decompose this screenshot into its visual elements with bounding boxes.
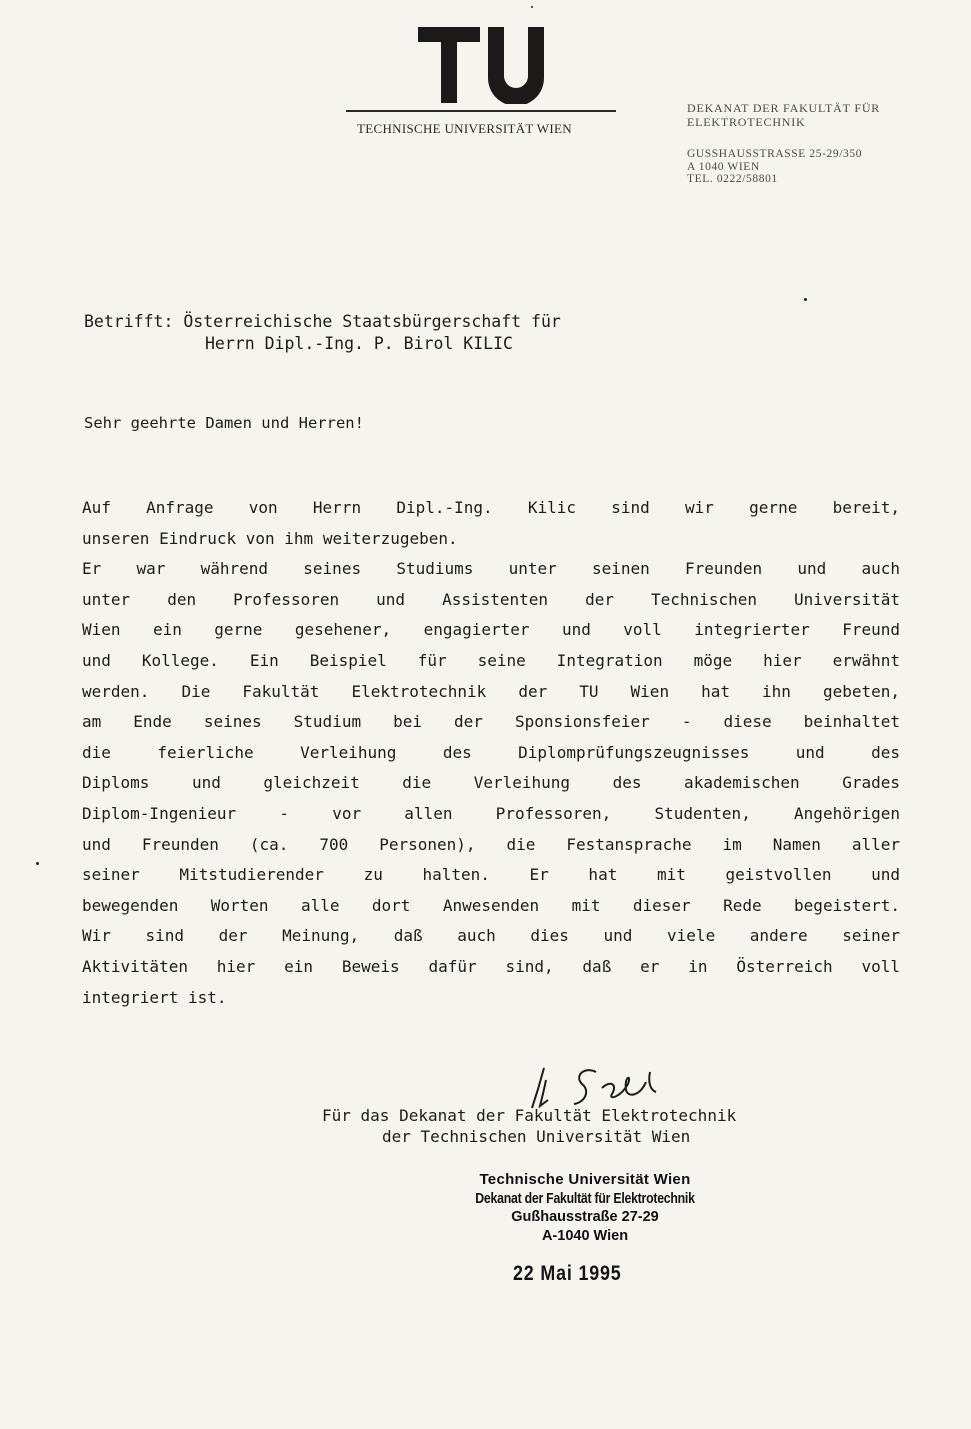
address-line-1: GUSSHAUSSTRASSE 25-29/350 bbox=[687, 148, 863, 160]
address-block bbox=[687, 148, 862, 186]
department-block bbox=[687, 101, 880, 129]
body-line: unter den Professoren und Assistenten der Technischen Universität bbox=[82, 589, 900, 609]
body-line: Wien ein gerne gesehener, engagierter und voll integrierter Freund bbox=[82, 620, 900, 640]
subject-block bbox=[84, 311, 561, 355]
closing-block bbox=[322, 1105, 862, 1147]
tu-logo bbox=[418, 24, 546, 104]
letterhead-rule bbox=[346, 110, 616, 112]
stamp-line-1: Technische Universität Wien bbox=[479, 1171, 691, 1188]
body-line: und Kollege. Ein Beispiel für seine Integration möge hier erwähnt bbox=[82, 650, 900, 670]
university-name: TECHNISCHE UNIVERSITÄT WIEN bbox=[357, 121, 572, 136]
stamp-line-2: Dekanat der Fakultät für Elektrotechnik bbox=[475, 1190, 695, 1207]
closing-line-2: der Technischen Universität Wien bbox=[382, 1127, 691, 1146]
body-line: Aktivitäten hier ein Beweis dafür sind, daß er in Österreich voll bbox=[82, 956, 900, 976]
scan-speck bbox=[804, 298, 807, 301]
body-line: Diplom-Ingenieur - vor allen Professoren, Studenten, Angehörigen bbox=[82, 803, 900, 823]
closing-line-1: Für das Dekanat der Fakultät Elektrotechnik bbox=[322, 1106, 737, 1125]
subject-line-2: Herrn Dipl.-Ing. P. Birol KILIC bbox=[205, 334, 513, 353]
address-line-2: A 1040 WIEN bbox=[687, 160, 760, 173]
institution-stamp bbox=[420, 1170, 750, 1246]
body-line: Wir sind der Meinung, daß auch dies und viele andere seiner bbox=[82, 926, 900, 946]
stamp-line-3: Gußhausstraße 27-29 bbox=[511, 1209, 659, 1225]
body-line: seiner Mitstudierender zu halten. Er hat mit geistvollen und bbox=[82, 865, 900, 885]
stamp-line-4: A-1040 Wien bbox=[541, 1228, 629, 1244]
body-line: bewegenden Worten alle dort Anwesenden mit dieser Rede begeistert. bbox=[82, 895, 900, 915]
body-line: unseren Eindruck von ihm weiterzugeben. bbox=[82, 528, 458, 548]
salutation: Sehr geehrte Damen und Herren! bbox=[84, 414, 364, 432]
scan-speck bbox=[36, 862, 39, 865]
body-line: Auf Anfrage von Herrn Dipl.-Ing. Kilic sind wir gerne bereit, bbox=[82, 498, 900, 517]
department-line-2: ELEKTROTECHNIK bbox=[687, 115, 806, 129]
department-line-1: DEKANAT DER FAKULTÄT FÜR bbox=[687, 101, 881, 115]
subject-line-1: Betrifft: Österreichische Staatsbürgerschaft für bbox=[84, 312, 561, 331]
date-stamp: 22 Mai 1995 bbox=[513, 1262, 622, 1285]
body-line: Er war während seines Studiums unter seinen Freunden und auch bbox=[82, 559, 900, 579]
address-line-3: TEL. 0222/58801 bbox=[687, 173, 778, 185]
body-line: integriert ist. bbox=[82, 987, 227, 1007]
scan-speck bbox=[531, 6, 533, 8]
body-line: am Ende seines Studium bei der Sponsionsfeier - diese beinhaltet bbox=[82, 712, 900, 732]
body-line: die feierliche Verleihung des Diplomprüfungszeugnisses und des bbox=[82, 742, 900, 762]
body-line: und Freunden (ca. 700 Personen), die Festansprache im Namen aller bbox=[82, 834, 900, 854]
body-line: werden. Die Fakultät Elektrotechnik der TU Wien hat ihn gebeten, bbox=[82, 681, 900, 701]
body-line: Diploms und gleichzeit die Verleihung des akademischen Grades bbox=[82, 773, 900, 793]
letter-body bbox=[82, 493, 900, 1013]
